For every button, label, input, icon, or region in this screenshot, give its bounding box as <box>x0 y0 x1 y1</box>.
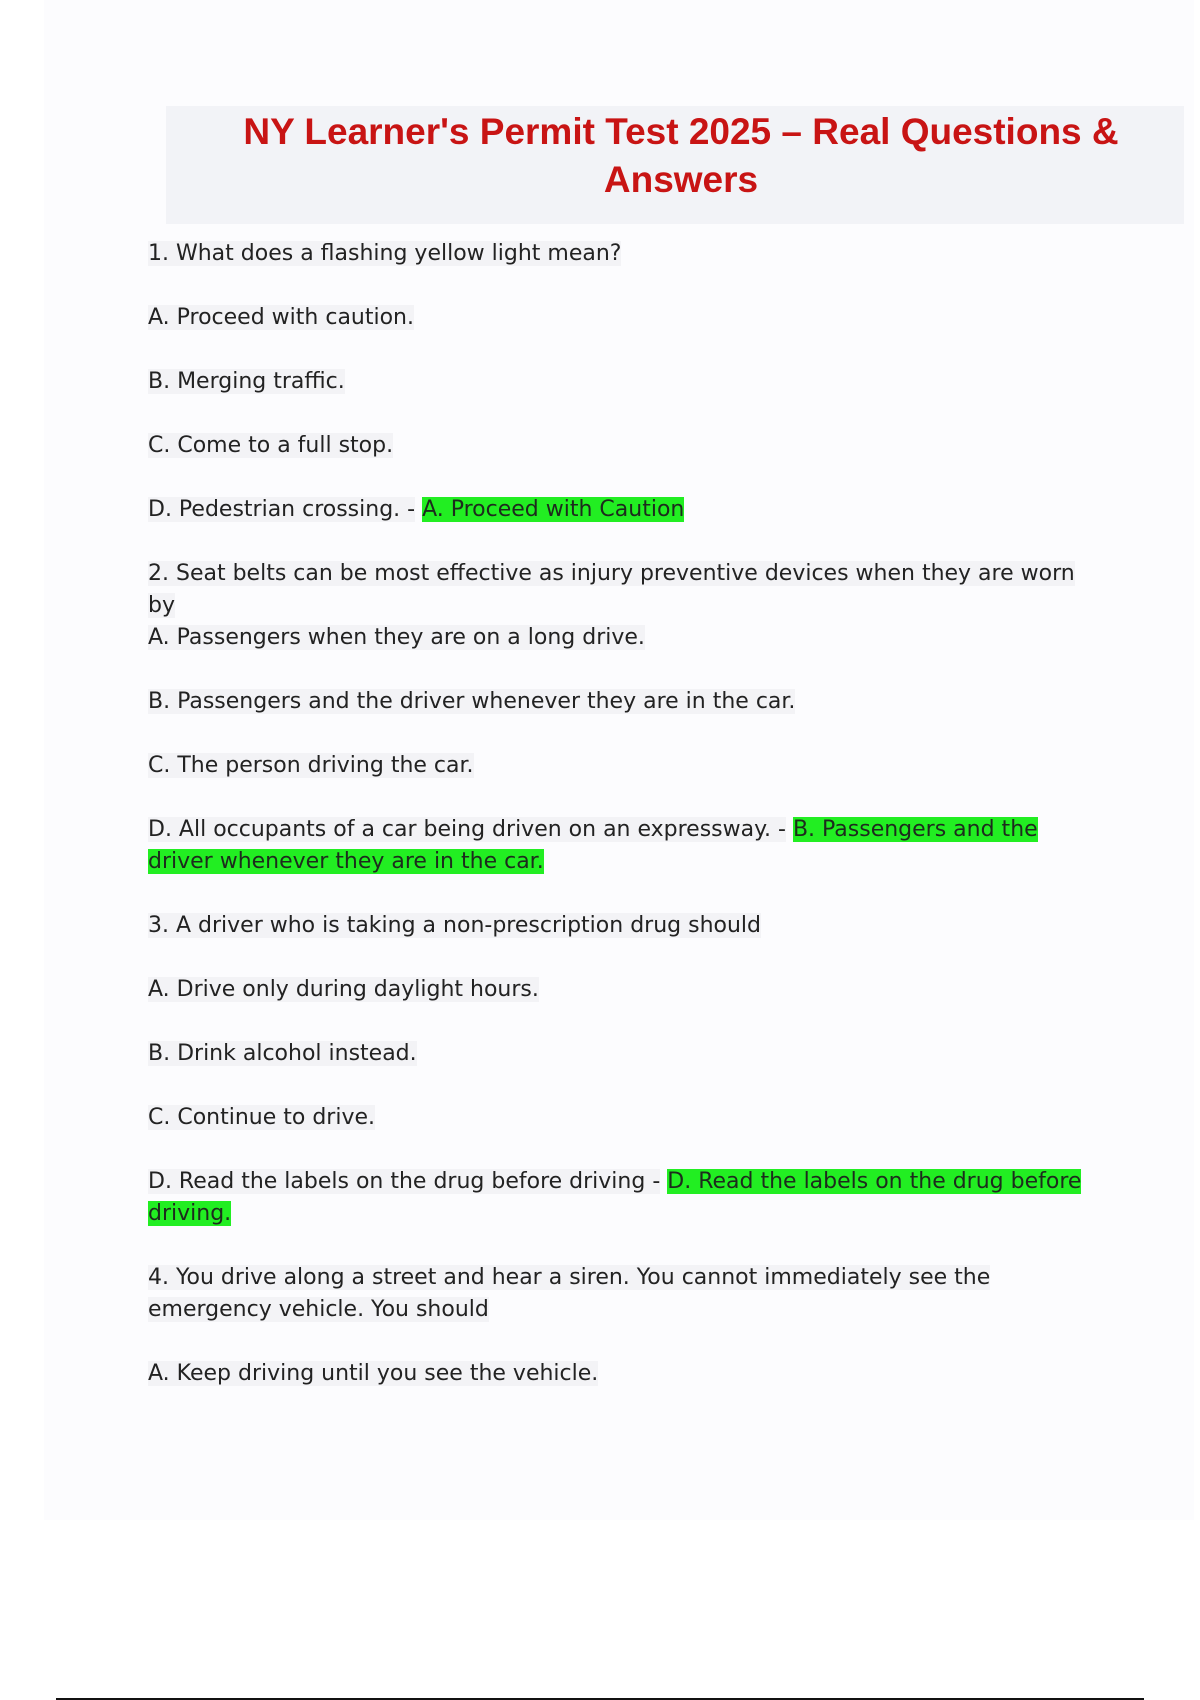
option-2b <box>148 686 1108 750</box>
question-text: 1. What does a flashing yellow light mean? <box>148 241 622 266</box>
option-3a <box>148 974 1108 1038</box>
option-text: A. Drive only during daylight hours. <box>148 977 539 1002</box>
question-text: 4. You drive along a street and hear a siren. You cannot immediately see the emergency vehicle. You should <box>148 1265 991 1322</box>
option-4a <box>148 1358 1108 1422</box>
option-text: B. Passengers and the driver whenever they are in the car. <box>148 689 796 714</box>
option-1a <box>148 302 1108 366</box>
document-body <box>148 238 1108 1422</box>
question-3 <box>148 910 1108 974</box>
option-text: D. All occupants of a car being driven on an expressway. - <box>148 817 786 842</box>
option-2c <box>148 750 1108 814</box>
option-3d <box>148 1166 1108 1262</box>
option-2a <box>148 622 1108 686</box>
option-text: B. Drink alcohol instead. <box>148 1041 417 1066</box>
option-3b <box>148 1038 1108 1102</box>
option-text: B. Merging traffic. <box>148 369 345 394</box>
option-1c <box>148 430 1108 494</box>
question-text: 2. Seat belts can be most effective as injury preventive devices when they are worn by <box>148 561 1075 618</box>
option-text: A. Keep driving until you see the vehicle. <box>148 1361 599 1386</box>
option-text: D. Pedestrian crossing. - <box>148 497 416 522</box>
document-title: NY Learner's Permit Test 2025 – Real Questions & Answers <box>243 111 1119 200</box>
question-2 <box>148 558 1108 622</box>
option-text: C. Continue to drive. <box>148 1105 376 1130</box>
option-1b <box>148 366 1108 430</box>
option-text: C. Come to a full stop. <box>148 433 394 458</box>
option-text: C. The person driving the car. <box>148 753 474 778</box>
option-3c <box>148 1102 1108 1166</box>
option-text: A. Passengers when they are on a long drive. <box>148 625 645 650</box>
answer-highlight: A. Proceed with Caution <box>422 497 685 522</box>
option-1d <box>148 494 1108 558</box>
answer-highlight: B. Passengers and the driver whenever they are in the car. <box>148 817 1038 874</box>
option-2d <box>148 814 1108 910</box>
question-1 <box>148 238 1108 302</box>
option-text: D. Read the labels on the drug before driving - <box>148 1169 661 1194</box>
option-text: A. Proceed with caution. <box>148 305 414 330</box>
question-4 <box>148 1262 1108 1358</box>
answer-highlight: D. Read the labels on the drug before driving. <box>148 1169 1082 1226</box>
question-text: 3. A driver who is taking a non-prescription drug should <box>148 913 761 938</box>
